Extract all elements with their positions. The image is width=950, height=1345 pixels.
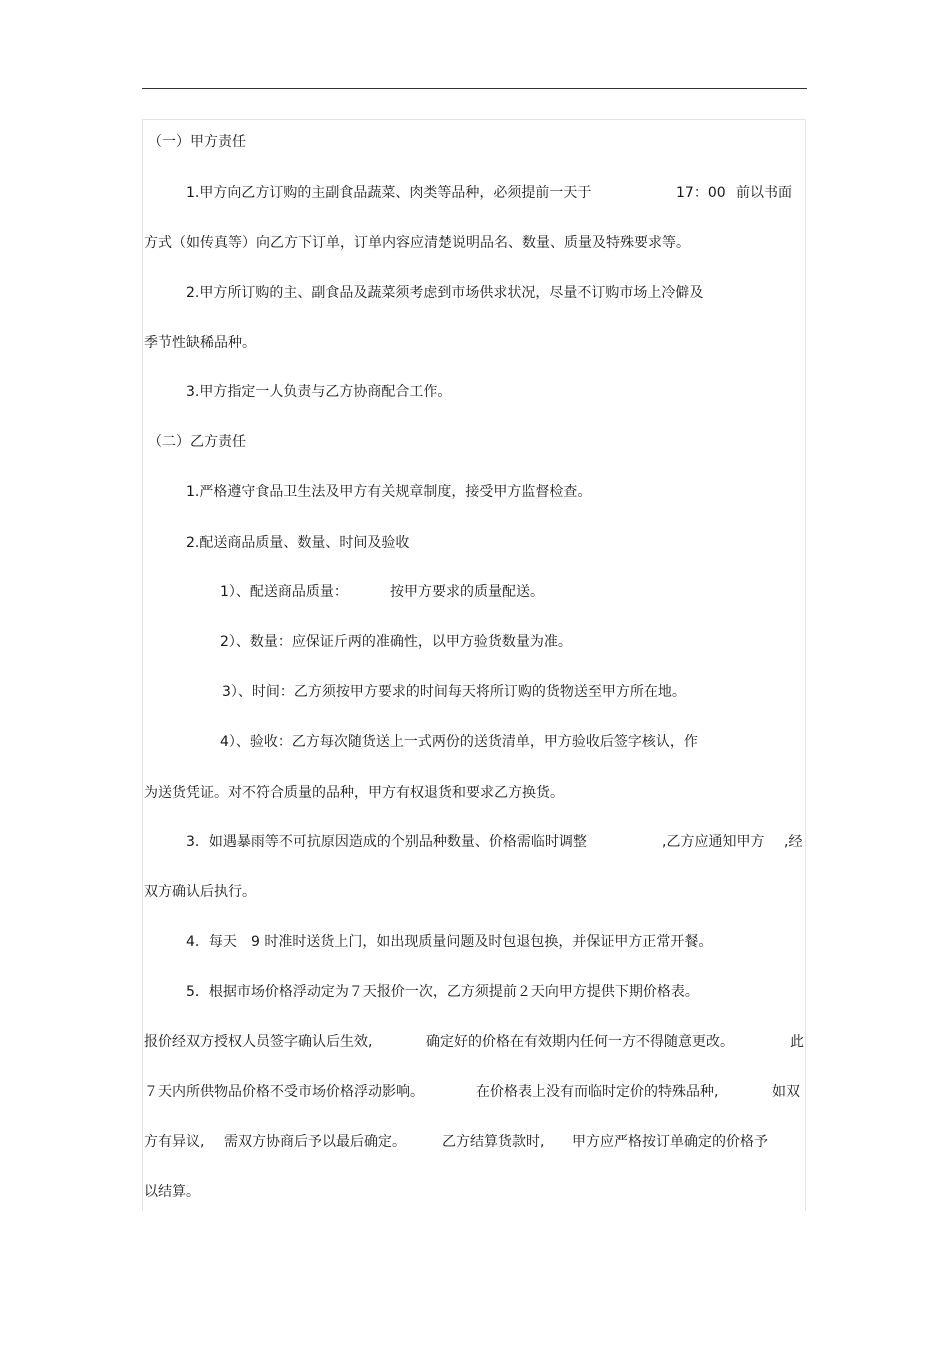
party-b-subitem-1-text: 按甲方要求的质量配送。 (390, 584, 544, 600)
pricing-line-3-c: 乙方结算货款时, (442, 1134, 545, 1150)
pricing-line-2-b: 在价格表上没有而临时定价的特殊品种, (476, 1084, 719, 1100)
header-rule (142, 88, 807, 89)
pricing-line-1-c: 此 (790, 1034, 804, 1050)
party-b-subitem-4-text: 4）、验收：乙方每次随货送上一式两份的送货清单，甲方验收后签字核认，作 (220, 734, 698, 750)
party-a-item-1-text-end: 前以书面 (736, 185, 792, 201)
party-b-item-4-label: 4．每天 (186, 934, 237, 950)
party-a-item-3-text: 3.甲方指定一人负责与乙方协商配合工作。 (186, 384, 452, 400)
party-b-item-1-text: 1.严格遵守食品卫生法及甲方有关规章制度，接受甲方监督检查。 (186, 484, 592, 500)
party-b-item-2-text: 2.配送商品质量、数量、时间及验收 (186, 535, 410, 551)
party-b-item-4-text: 9 时准时送货上门，如出现质量问题及时包退包换，并保证甲方正常开餐。 (251, 934, 713, 950)
party-a-item-1-continuation: 方式（如传真等）向乙方下订单，订单内容应清楚说明品名、数量、质量及特殊要求等。 (144, 235, 690, 251)
party-a-item-1-text: 1.甲方向乙方订购的主副食品蔬菜、肉类等品种，必须提前一天于 (186, 185, 592, 201)
party-b-subitem-4-continuation: 为送货凭证。对不符合质量的品种，甲方有权退货和要求乙方换货。 (144, 785, 564, 801)
pricing-line-3-d: 甲方应严格按订单确定的价格予 (572, 1134, 768, 1150)
party-b-item-3-continuation: 双方确认后执行。 (144, 884, 256, 900)
party-b-subitem-1-label: 1）、配送商品质量： (220, 584, 348, 600)
party-b-subitem-2-text: 2）、数量：应保证斤两的准确性，以甲方验货数量为准。 (220, 634, 572, 650)
pricing-line-3-a: 方有异议, (144, 1134, 205, 1150)
party-a-item-2-text: 2.甲方所订购的主、副食品及蔬菜须考虑到市场供求状况，尽量不订购市场上冷僻及 (186, 285, 704, 301)
pricing-line-2-a: ７天内所供物品价格不受市场价格浮动影响。 (144, 1084, 424, 1100)
pricing-line-3-b: 需双方协商后予以最后确定。 (224, 1134, 406, 1150)
party-b-subitem-3-text: 3）、时间：乙方须按甲方要求的时间每天将所订购的货物送至甲方所在地。 (222, 684, 686, 700)
pricing-line-1-a: 报价经双方授权人员签字确认后生效, (144, 1034, 373, 1050)
party-b-item-3-text-end: ,经 (784, 834, 803, 850)
party-a-item-2-continuation: 季节性缺稀品种。 (144, 335, 256, 351)
party-a-item-1-time: 17：00 (676, 185, 726, 201)
section-heading-party-b: （二）乙方责任 (148, 434, 246, 450)
pricing-line-4: 以结算。 (144, 1184, 200, 1200)
party-b-item-3-text: 3．如遇暴雨等不可抗原因造成的个别品种数量、价格需临时调整 (186, 834, 587, 850)
party-b-item-3-text-mid: ,乙方应通知甲方 (662, 834, 765, 850)
section-heading-party-a: （一）甲方责任 (148, 134, 246, 150)
pricing-line-2-c: 如双 (772, 1084, 800, 1100)
pricing-line-1-b: 确定好的价格在有效期内任何一方不得随意更改。 (426, 1034, 734, 1050)
party-b-item-5-text: 5．根据市场价格浮动定为７天报价一次，乙方须提前２天向甲方提供下期价格表。 (186, 984, 699, 1000)
